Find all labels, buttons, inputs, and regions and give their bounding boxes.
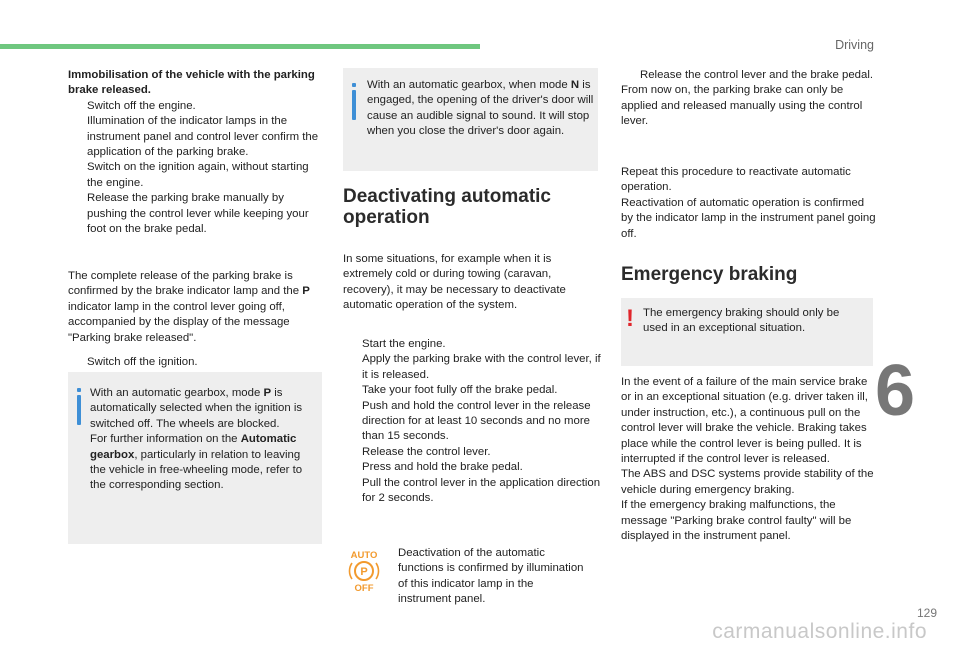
list-item	[343, 445, 601, 460]
list-item-text: Release the parking brake manually by pushing the control lever while keeping your foot on the brake pedal.	[87, 192, 309, 236]
info-text	[367, 78, 595, 140]
section-header: Driving	[835, 38, 874, 52]
info-box-mode-p	[68, 372, 322, 544]
info-icon-bar	[77, 395, 81, 425]
list-item-text: Pull the control lever in the application direction for 2 seconds.	[362, 476, 601, 505]
list-item-text: Release the control lever.	[362, 445, 491, 458]
list-item	[68, 160, 326, 191]
text-run: For further information on the	[90, 433, 238, 446]
auto-p-off-icon	[345, 549, 383, 593]
icon-auto-text: AUTO	[350, 550, 378, 561]
reactivation-paragraph: Reactivation of automatic operation is confirmed by the indicator lamp in the instrument panel going off.	[621, 196, 876, 240]
info-text	[90, 386, 318, 494]
warning-box	[621, 298, 873, 366]
text-run: With an automatic gearbox, mode	[90, 387, 261, 399]
column-1-release-para	[68, 269, 326, 370]
list-item-continuation: Illumination of the indicator lamps in the instrument panel and control lever confirm the application of the parking brake.	[87, 115, 319, 159]
column-1	[68, 68, 326, 237]
text-run-bold: N	[570, 79, 580, 91]
text-run: With an automatic gearbox, when mode	[367, 79, 568, 91]
release-paragraph	[68, 269, 326, 346]
deactivating-intro: In some situations, for example when it is extremely cold or during towing (caravan, recovery), it may be necessary to deactivate automatic operation of the system.	[343, 253, 566, 312]
text-run: , particularly in relation to leaving the vehicle in free-wheeling mode, refer to the corresponding section.	[90, 448, 303, 492]
text-run: indicator lamp in the control lever going off, accompanied by the display of the message "Parking brake released".	[68, 300, 290, 344]
emergency-braking-heading: Emergency braking	[621, 264, 798, 285]
list-item-text: Push and hold the control lever in the release direction for at least 10 seconds and no more than 15 seconds.	[362, 399, 591, 443]
warning-text: The emergency braking should only be used in an exceptional situation.	[643, 307, 840, 335]
list-item-text: Start the engine.	[362, 338, 446, 350]
info-icon-bar	[352, 90, 356, 120]
list-item-text: Switch off the engine.	[87, 99, 196, 112]
list-item	[68, 355, 326, 370]
list-item	[343, 337, 601, 352]
malfunction-paragraph: If the emergency braking malfunctions, the message "Parking brake control faulty" will be displayed in the instrument panel.	[621, 499, 852, 543]
deactivating-steps	[343, 337, 601, 506]
icon-p-text: P	[360, 566, 368, 578]
watermark: carmanualsonline.info	[712, 619, 927, 643]
info-box-mode-n	[343, 68, 598, 171]
warning-icon: !	[626, 305, 634, 332]
text-run-bold: P	[263, 387, 272, 399]
list-item-text: Take your foot fully off the brake pedal.	[362, 384, 558, 397]
column-2-body	[343, 252, 598, 314]
manual-only-paragraph: From now on, the parking brake can only be applied and released manually using the control lever.	[621, 84, 863, 128]
list-item	[343, 476, 601, 507]
deactivating-heading: Deactivating automatic operation	[343, 186, 551, 228]
page-number: 129	[916, 606, 937, 620]
icon-bracket-left	[349, 563, 352, 579]
text-run: The complete release of the parking brake is confirmed by the brake indicator lamp and the	[68, 270, 300, 298]
icon-caption: Deactivation of the automatic functions is confirmed by illumination of this indicator lamp in the instrument panel.	[398, 547, 584, 606]
info-icon	[352, 83, 356, 87]
list-item-text: Apply the parking brake with the control lever, if it is released.	[362, 353, 601, 381]
icon-off-text: OFF	[354, 583, 374, 593]
list-item	[343, 352, 601, 383]
text-run: is engaged, the opening of the driver's door will cause an audible signal to sound. It will stop when you close the driver's door again.	[367, 79, 594, 138]
icon-bracket-right	[376, 563, 379, 579]
list-item	[621, 68, 876, 83]
text-run-bold: Automatic gearbox	[90, 433, 297, 461]
list-item-text: Switch off the ignition.	[87, 356, 198, 369]
list-item	[68, 99, 326, 114]
repeat-paragraph: Repeat this procedure to reactivate automatic operation.	[621, 166, 851, 194]
list-item-text: Release the control lever and the brake pedal.	[640, 69, 874, 81]
column-3-reactivate	[621, 165, 876, 242]
list-item	[343, 383, 601, 398]
column-3-top	[621, 68, 876, 130]
list-item	[68, 191, 326, 237]
chapter-number: 6	[875, 351, 916, 431]
immobilisation-heading: Immobilisation of the vehicle with the parking brake released.	[68, 69, 315, 97]
chapter-color-bar	[0, 44, 480, 49]
column-3-body	[621, 375, 876, 544]
text-run-bold: P	[302, 285, 310, 298]
list-item	[343, 399, 601, 445]
emergency-paragraph: In the event of a failure of the main service brake or in an exceptional situation (e.g. driver taken ill, under instruction, etc.), a continuous pull on the control lever will brake the vehicle. Braking takes place while the control lever is being pulled. It is interrupted if the control lever is released.	[621, 376, 868, 466]
text-run: is automatically selected when the ignition is switched off. The wheels are blocked.	[90, 387, 303, 430]
list-item-text: Press and hold the brake pedal.	[362, 461, 523, 474]
abs-dsc-paragraph: The ABS and DSC systems provide stability of the vehicle during emergency braking.	[621, 468, 874, 496]
list-item-text: Switch on the ignition again, without starting the engine.	[87, 161, 309, 189]
list-item	[343, 460, 601, 475]
info-icon	[77, 388, 81, 392]
